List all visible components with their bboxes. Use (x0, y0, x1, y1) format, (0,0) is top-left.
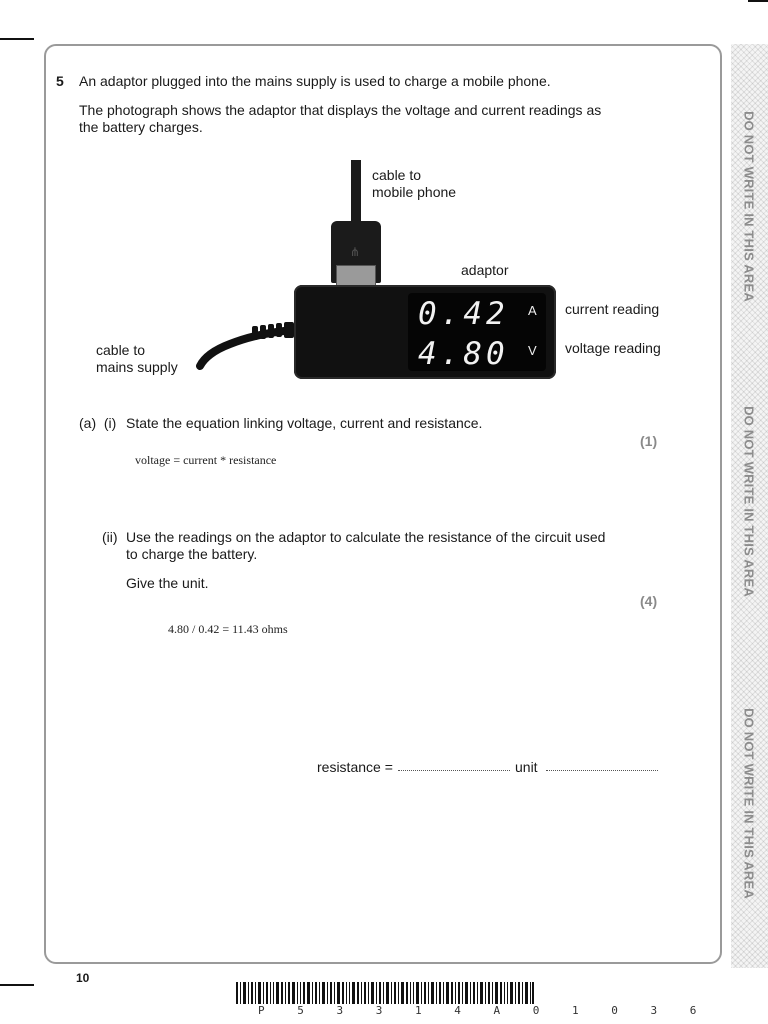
part-a-ii-marks: (4) (640, 593, 658, 609)
part-a-i-label: (a) (i) (79, 415, 117, 431)
barcode (236, 982, 534, 1004)
unit-answer-line[interactable] (546, 770, 658, 771)
question-intro: An adaptor plugged into the mains supply is used to charge a mobile phone. (79, 73, 551, 89)
margin-mark-top-right (748, 0, 768, 2)
usb-icon: ⋔ (350, 245, 361, 259)
resistance-answer-line[interactable] (398, 770, 510, 771)
phone-cable (351, 160, 361, 224)
unit-label: unit (515, 759, 538, 775)
label-cable-mains-line1: cable to (96, 342, 146, 358)
adaptor-display (408, 293, 546, 371)
voltage-display: 4.80 (418, 336, 509, 372)
resistance-label: resistance = (317, 759, 393, 775)
margin-mark-bottom-left (0, 984, 34, 986)
barcode-text: P 5 3 3 1 4 A 0 1 0 3 6 (258, 1004, 710, 1017)
label-cable-mains-line2: mains supply (96, 359, 178, 375)
label-adaptor: adaptor (461, 262, 509, 278)
usb-plug (336, 265, 376, 287)
part-a-ii-answer[interactable]: 4.80 / 0.42 = 11.43 ohms (168, 622, 288, 636)
question-description-line2: the battery charges. (79, 119, 203, 135)
margin-mark-top-left (0, 38, 34, 40)
do-not-write-strip (731, 44, 768, 968)
current-unit: A (528, 303, 537, 318)
current-display: 0.42 (418, 296, 509, 332)
part-a-ii-prompt-unit: Give the unit. (126, 575, 209, 591)
part-a-ii-prompt-line1: Use the readings on the adaptor to calculate the resistance of the circuit used (126, 529, 606, 545)
side-warning-1: DO NOT WRITE IN THIS AREA (741, 111, 757, 302)
part-a-ii-label: (ii) (102, 529, 118, 545)
label-current-reading: current reading (565, 301, 660, 317)
mains-cable (190, 300, 300, 380)
label-cable-phone-line2: mobile phone (372, 184, 457, 200)
label-cable-phone-line1: cable to (372, 167, 422, 183)
part-a-i-prompt: State the equation linking voltage, current and resistance. (126, 415, 483, 431)
question-number: 5 (56, 73, 64, 89)
side-warning-2: DO NOT WRITE IN THIS AREA (741, 406, 757, 597)
part-a-i-marks: (1) (640, 433, 658, 449)
adaptor-body (294, 285, 556, 379)
question-description-line1: The photograph shows the adaptor that displays the voltage and current readings as (79, 102, 602, 118)
label-voltage-reading: voltage reading (565, 340, 661, 356)
page-number: 10 (76, 971, 90, 985)
side-warning-3: DO NOT WRITE IN THIS AREA (741, 708, 757, 899)
part-a-ii-prompt-line2: to charge the battery. (126, 546, 258, 562)
part-a-i-answer[interactable]: voltage = current * resistance (135, 453, 277, 467)
voltage-unit: V (528, 343, 537, 358)
